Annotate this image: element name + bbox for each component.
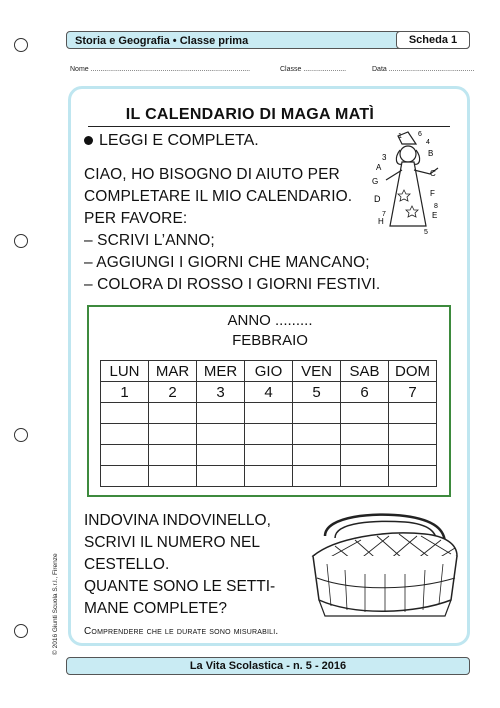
empty-day-cell[interactable] <box>293 424 341 445</box>
classe-field[interactable]: Classe ...................... <box>280 66 347 73</box>
week-row <box>101 445 437 466</box>
body-line: – COLORA DI ROSSO I GIORNI FESTIVI. <box>84 276 381 293</box>
bullet-icon <box>84 136 93 145</box>
body-line: COMPLETARE IL MIO CALENDARIO. <box>84 188 353 205</box>
svg-text:H: H <box>378 217 384 226</box>
nome-field[interactable]: Nome .................................................................................. <box>70 66 251 73</box>
day-cell: 7 <box>389 382 437 403</box>
empty-day-cell[interactable] <box>293 466 341 487</box>
empty-day-cell[interactable] <box>197 403 245 424</box>
week-row <box>101 403 437 424</box>
empty-day-cell[interactable] <box>197 466 245 487</box>
empty-day-cell[interactable] <box>293 445 341 466</box>
svg-text:4: 4 <box>426 139 430 146</box>
instruction <box>84 132 259 150</box>
empty-day-cell[interactable] <box>101 466 149 487</box>
empty-day-cell[interactable] <box>245 403 293 424</box>
weekday-cell: LUN <box>101 361 149 382</box>
week-row <box>101 466 437 487</box>
calendar-table <box>100 360 437 487</box>
empty-day-cell[interactable] <box>389 466 437 487</box>
binder-hole-4 <box>14 624 28 638</box>
svg-text:3: 3 <box>382 153 387 162</box>
footer-bar: La Vita Scolastica - n. 5 - 2016 <box>66 657 470 675</box>
binder-hole-3 <box>14 428 28 442</box>
witch-face-icon <box>400 146 416 162</box>
data-field[interactable]: Data ............................................ <box>372 66 475 73</box>
witch-illustration-icon <box>368 130 444 240</box>
empty-day-cell[interactable] <box>101 424 149 445</box>
svg-text:C: C <box>430 169 436 178</box>
svg-text:7: 7 <box>382 211 386 218</box>
subject-label: Storia e Geografia • Classe prima <box>75 35 249 47</box>
svg-text:6: 6 <box>418 131 422 138</box>
empty-day-cell[interactable] <box>341 424 389 445</box>
empty-day-cell[interactable] <box>341 403 389 424</box>
month-label: FEBBRAIO <box>232 332 308 349</box>
weekday-cell: DOM <box>389 361 437 382</box>
svg-text:B: B <box>428 149 434 158</box>
empty-day-cell[interactable] <box>101 403 149 424</box>
title-underline <box>88 126 450 127</box>
empty-day-cell[interactable] <box>341 466 389 487</box>
instruction-text: LEGGI E COMPLETA. <box>99 132 259 149</box>
svg-text:A: A <box>376 163 382 172</box>
day-cell: 4 <box>245 382 293 403</box>
svg-text:G: G <box>372 177 379 186</box>
anno-field[interactable]: ANNO ......... <box>227 312 313 329</box>
empty-day-cell[interactable] <box>389 445 437 466</box>
svg-text:E: E <box>432 211 438 220</box>
weekday-cell: VEN <box>293 361 341 382</box>
svg-text:1: 1 <box>398 133 402 140</box>
day-cell: 6 <box>341 382 389 403</box>
empty-day-cell[interactable] <box>101 445 149 466</box>
svg-text:D: D <box>374 194 381 204</box>
day-cell: 5 <box>293 382 341 403</box>
riddle-line: MANE COMPLETE? <box>84 600 227 617</box>
day-cell: 2 <box>149 382 197 403</box>
body-line: CIAO, HO BISOGNO DI AIUTO PER <box>84 166 340 183</box>
weekday-row <box>101 361 437 382</box>
empty-day-cell[interactable] <box>197 445 245 466</box>
binder-hole-2 <box>14 234 28 248</box>
day-cell: 3 <box>197 382 245 403</box>
scheda-label: Scheda 1 <box>396 31 470 49</box>
body-line: PER FAVORE: <box>84 210 188 227</box>
empty-day-cell[interactable] <box>149 424 197 445</box>
binder-hole-1 <box>14 38 28 52</box>
body-line: – AGGIUNGI I GIORNI CHE MANCANO; <box>84 254 370 271</box>
svg-text:8: 8 <box>434 203 438 210</box>
empty-day-cell[interactable] <box>389 403 437 424</box>
week-row <box>101 382 437 403</box>
empty-day-cell[interactable] <box>389 424 437 445</box>
empty-day-cell[interactable] <box>149 466 197 487</box>
weekday-cell: MAR <box>149 361 197 382</box>
riddle-line: SCRIVI IL NUMERO NEL <box>84 534 260 551</box>
page-title: IL CALENDARIO DI MAGA MATÌ <box>125 106 375 123</box>
riddle-line: INDOVINA INDOVINELLO, <box>84 512 271 529</box>
empty-day-cell[interactable] <box>149 445 197 466</box>
empty-day-cell[interactable] <box>245 445 293 466</box>
weekday-cell: SAB <box>341 361 389 382</box>
svg-text:F: F <box>430 189 435 198</box>
weekday-cell: MER <box>197 361 245 382</box>
riddle-line: QUANTE SONO LE SETTI- <box>84 578 276 595</box>
learning-objective: Comprendere che le durate sono misurabili. <box>84 626 279 637</box>
svg-text:5: 5 <box>424 229 428 236</box>
basket-illustration-icon <box>305 508 465 620</box>
week-row <box>101 424 437 445</box>
day-cell: 1 <box>101 382 149 403</box>
weekday-cell: GIO <box>245 361 293 382</box>
copyright-text: © 2016 Giunti Scuola S.r.l., Firenze <box>52 553 59 655</box>
header-bar <box>66 31 470 49</box>
empty-day-cell[interactable] <box>197 424 245 445</box>
body-line: – SCRIVI L’ANNO; <box>84 232 215 249</box>
empty-day-cell[interactable] <box>293 403 341 424</box>
empty-day-cell[interactable] <box>245 466 293 487</box>
empty-day-cell[interactable] <box>245 424 293 445</box>
empty-day-cell[interactable] <box>149 403 197 424</box>
riddle-line: CESTELLO. <box>84 556 170 573</box>
empty-day-cell[interactable] <box>341 445 389 466</box>
